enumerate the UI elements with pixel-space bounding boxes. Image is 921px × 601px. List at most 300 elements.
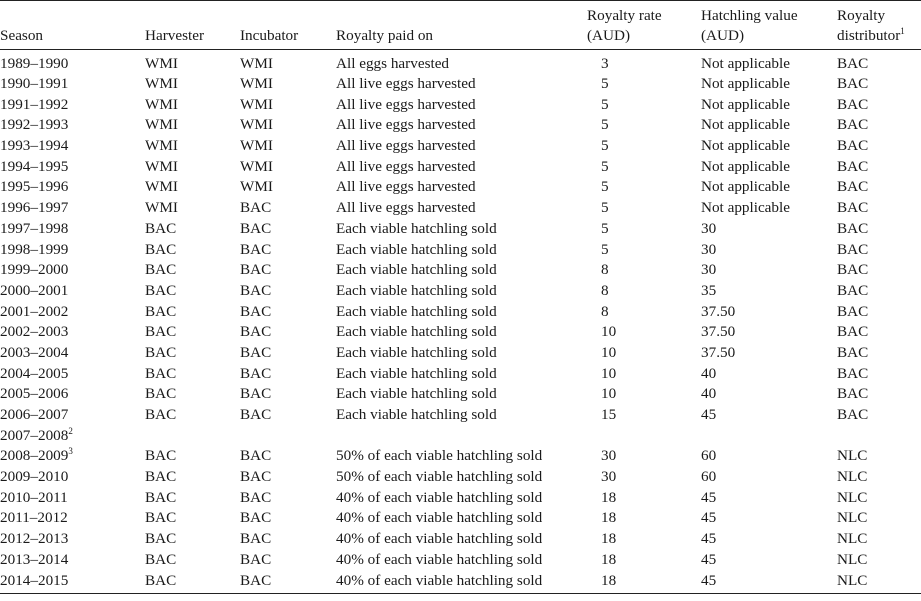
royalty-distributor-cell xyxy=(837,260,921,281)
season-cell xyxy=(0,198,145,219)
incubator-cell xyxy=(240,384,336,405)
royalty-rate-cell xyxy=(587,74,701,95)
royalty-distributor-cell xyxy=(837,95,921,116)
season-cell-text: 2002–2003 xyxy=(0,323,69,341)
harvester-cell xyxy=(145,550,240,571)
royalty-paid-on-cell xyxy=(336,343,587,364)
harvester-cell-text: BAC xyxy=(145,281,177,299)
royalty-distributor-cell xyxy=(837,50,921,75)
royalty-paid-on-cell xyxy=(336,240,587,261)
harvester-cell-text: WMI xyxy=(145,75,178,92)
header-harvester-label: Harvester xyxy=(145,27,205,44)
hatchling-value-cell-text: Not applicable xyxy=(701,199,790,217)
incubator-cell-text: BAC xyxy=(240,468,272,486)
table-row xyxy=(0,50,921,75)
harvester-cell-text: BAC xyxy=(145,447,177,465)
royalty-rate-cell-text: 10 xyxy=(601,343,617,361)
royalty-paid-on-cell-text: 40% of each viable hatchling sold xyxy=(336,509,543,527)
table-header xyxy=(0,1,921,50)
harvester-cell-text: BAC xyxy=(145,530,177,548)
royalty-rate-cell-text: 8 xyxy=(601,302,609,320)
harvester-cell-text: WMI xyxy=(145,95,178,113)
hatchling-value-cell xyxy=(701,384,837,405)
hatchling-value-cell xyxy=(701,74,837,95)
incubator-cell xyxy=(240,322,336,343)
incubator-cell xyxy=(240,177,336,198)
royalty-paid-on-cell-text: Each viable hatchling sold xyxy=(336,302,497,320)
royalty-paid-on-cell-text: 50% of each viable hatchling sold xyxy=(336,468,543,486)
royalty-distributor-cell xyxy=(837,384,921,405)
harvester-cell-text: BAC xyxy=(145,302,177,320)
incubator-cell-text: BAC xyxy=(240,488,272,506)
royalty-rate-cell xyxy=(587,488,701,509)
table-row xyxy=(0,136,921,157)
royalty-paid-on-cell-text: 40% of each viable hatchling sold xyxy=(336,550,543,568)
royalty-paid-on-cell xyxy=(336,467,587,488)
harvester-cell xyxy=(145,136,240,157)
hatchling-value-cell xyxy=(701,136,837,157)
harvester-cell-text: BAC xyxy=(145,219,177,237)
royalty-rate-cell-text: 8 xyxy=(601,281,609,299)
table-body xyxy=(0,50,921,594)
royalty-rate-cell xyxy=(587,281,701,302)
royalty-rate-cell-text: 5 xyxy=(601,137,609,155)
season-cell xyxy=(0,322,145,343)
table-row xyxy=(0,74,921,95)
header-season-label: Season xyxy=(0,27,44,44)
royalty-paid-on-cell-text: Each viable hatchling sold xyxy=(336,406,497,423)
royalty-distributor-cell-text: BAC xyxy=(837,385,869,403)
harvester-cell xyxy=(145,405,240,426)
table-row xyxy=(0,115,921,136)
incubator-cell xyxy=(240,157,336,178)
season-cell-text: 1995–1996 xyxy=(0,178,69,196)
harvester-cell xyxy=(145,260,240,281)
royalty-distributor-cell xyxy=(837,74,921,95)
incubator-cell-text: WMI xyxy=(240,95,273,113)
royalty-rate-cell xyxy=(587,198,701,219)
royalty-rate-cell-text: 5 xyxy=(601,199,609,217)
royalty-paid-on-cell-text: 40% of each viable hatchling sold xyxy=(336,571,543,589)
header-season xyxy=(0,1,145,50)
hatchling-value-cell-text: Not applicable xyxy=(701,55,790,72)
harvester-cell xyxy=(145,446,240,467)
royalty-rate-cell xyxy=(587,446,701,467)
royalty-paid-on-cell xyxy=(336,157,587,178)
season-cell-text: 2009–2010 xyxy=(0,468,69,486)
incubator-cell xyxy=(240,343,336,364)
footnote-marker: 1 xyxy=(900,25,905,36)
hatchling-value-cell-text: Not applicable xyxy=(701,137,790,155)
royalty-distributor-cell xyxy=(837,467,921,488)
royalty-distributor-cell xyxy=(837,157,921,178)
harvester-cell xyxy=(145,95,240,116)
hatchling-value-cell xyxy=(701,260,837,281)
royalty-distributor-cell-text: BAC xyxy=(837,343,869,361)
royalty-distributor-cell xyxy=(837,571,921,594)
royalty-paid-on-cell xyxy=(336,281,587,302)
table-row xyxy=(0,550,921,571)
incubator-cell xyxy=(240,219,336,240)
hatchling-value-cell xyxy=(701,322,837,343)
royalty-distributor-cell xyxy=(837,405,921,426)
royalty-distributor-cell-text: BAC xyxy=(837,199,869,217)
incubator-cell-text: BAC xyxy=(240,199,272,217)
season-cell-text: 2005–2006 xyxy=(0,385,69,403)
royalty-paid-on-cell xyxy=(336,95,587,116)
harvester-cell xyxy=(145,219,240,240)
royalty-paid-on-cell-text: All live eggs harvested xyxy=(336,199,476,217)
royalty-rate-cell-text: 30 xyxy=(601,447,617,465)
harvester-cell xyxy=(145,364,240,385)
harvester-cell-text: BAC xyxy=(145,488,177,506)
royalty-distributor-cell xyxy=(837,488,921,509)
royalty-rate-cell xyxy=(587,405,701,426)
royalty-paid-on-cell xyxy=(336,529,587,550)
royalty-rate-cell xyxy=(587,115,701,136)
table-row xyxy=(0,446,921,467)
season-cell-text: 2003–2004 xyxy=(0,343,69,361)
harvester-cell xyxy=(145,198,240,219)
hatchling-value-cell xyxy=(701,343,837,364)
royalty-paid-on-cell xyxy=(336,508,587,529)
season-cell-text: 2008–2009 xyxy=(0,447,69,465)
season-cell-text: 1999–2000 xyxy=(0,261,69,279)
harvester-cell-text: WMI xyxy=(145,199,178,217)
royalty-paid-on-cell-text: Each viable hatchling sold xyxy=(336,219,497,237)
royalty-rate-cell-text: 10 xyxy=(601,385,617,403)
season-cell xyxy=(0,281,145,302)
royalty-paid-on-cell xyxy=(336,488,587,509)
hatchling-value-cell xyxy=(701,115,837,136)
harvester-cell xyxy=(145,467,240,488)
royalty-paid-on-cell xyxy=(336,74,587,95)
incubator-cell-text: BAC xyxy=(240,509,272,527)
incubator-cell xyxy=(240,198,336,219)
season-cell xyxy=(0,467,145,488)
table-row xyxy=(0,571,921,594)
harvester-cell xyxy=(145,281,240,302)
royalty-paid-on-cell-text: All live eggs harvested xyxy=(336,75,476,92)
season-cell-text: 1996–1997 xyxy=(0,199,69,217)
season-cell-text: 1994–1995 xyxy=(0,157,69,175)
header-distributor-line2: distributor xyxy=(837,27,901,44)
table-row xyxy=(0,508,921,529)
royalty-rate-cell-text: 10 xyxy=(601,364,617,382)
season-cell xyxy=(0,136,145,157)
hatchling-value-cell xyxy=(701,467,837,488)
royalty-rate-cell-text: 5 xyxy=(601,75,609,92)
royalty-rate-cell-text: 18 xyxy=(601,488,617,506)
royalty-rate-cell-text: 5 xyxy=(601,219,609,237)
royalty-distributor-cell xyxy=(837,550,921,571)
harvester-cell xyxy=(145,488,240,509)
royalty-distributor-cell xyxy=(837,529,921,550)
royalty-paid-on-cell xyxy=(336,322,587,343)
harvester-cell xyxy=(145,322,240,343)
table-row xyxy=(0,95,921,116)
royalty-paid-on-cell-text: Each viable hatchling sold xyxy=(336,364,497,382)
royalty-distributor-cell-text: BAC xyxy=(837,219,869,237)
royalty-distributor-cell-text: BAC xyxy=(837,95,869,113)
royalty-distributor-cell-text: NLC xyxy=(837,530,868,548)
hatchling-value-cell xyxy=(701,240,837,261)
season-cell-text: 2006–2007 xyxy=(0,406,69,423)
royalty-rate-cell xyxy=(587,426,701,447)
harvester-cell xyxy=(145,384,240,405)
royalty-rate-cell-text: 18 xyxy=(601,571,617,589)
hatchling-value-cell-text: Not applicable xyxy=(701,157,790,175)
incubator-cell xyxy=(240,405,336,426)
season-cell-text: 2007–2008 xyxy=(0,426,69,444)
harvester-cell-text: BAC xyxy=(145,406,177,423)
hatchling-value-cell xyxy=(701,488,837,509)
harvester-cell-text: BAC xyxy=(145,261,177,279)
harvester-cell-text: BAC xyxy=(145,364,177,382)
royalty-paid-on-cell xyxy=(336,50,587,75)
royalty-rate-cell xyxy=(587,550,701,571)
royalty-paid-on-cell xyxy=(336,302,587,323)
header-hatchling-value xyxy=(701,1,837,50)
royalty-distributor-cell-text: BAC xyxy=(837,75,869,92)
hatchling-value-cell xyxy=(701,219,837,240)
royalty-rate-cell-text: 5 xyxy=(601,116,609,134)
royalty-distributor-cell-text: NLC xyxy=(837,468,868,486)
harvester-cell xyxy=(145,240,240,261)
royalty-rate-cell xyxy=(587,364,701,385)
royalty-paid-on-cell xyxy=(336,136,587,157)
season-cell xyxy=(0,571,145,594)
hatchling-value-cell-text: 35 xyxy=(701,281,717,299)
royalty-rate-cell-text: 18 xyxy=(601,530,617,548)
harvester-cell-text: WMI xyxy=(145,116,178,134)
royalty-distributor-cell-text: BAC xyxy=(837,137,869,155)
incubator-cell xyxy=(240,74,336,95)
season-cell-text: 2013–2014 xyxy=(0,550,69,568)
hatchling-value-cell-text: 45 xyxy=(701,550,717,568)
royalty-rate-cell-text: 5 xyxy=(601,157,609,175)
incubator-cell-text: BAC xyxy=(240,364,272,382)
royalty-distributor-cell xyxy=(837,219,921,240)
incubator-cell-text: WMI xyxy=(240,55,273,72)
royalty-paid-on-cell-text: 40% of each viable hatchling sold xyxy=(336,530,543,548)
hatchling-value-cell-text: 37.50 xyxy=(701,343,736,361)
season-cell xyxy=(0,115,145,136)
royalty-paid-on-cell xyxy=(336,405,587,426)
royalty-distributor-cell xyxy=(837,302,921,323)
incubator-cell xyxy=(240,302,336,323)
royalty-rate-cell xyxy=(587,219,701,240)
incubator-cell xyxy=(240,115,336,136)
season-cell-text: 2012–2013 xyxy=(0,530,69,548)
royalty-distributor-cell-text: NLC xyxy=(837,509,868,527)
header-row xyxy=(0,1,921,50)
royalty-distributor-cell xyxy=(837,364,921,385)
incubator-cell-text: BAC xyxy=(240,219,272,237)
hatchling-value-cell-text: 60 xyxy=(701,468,717,486)
harvester-cell xyxy=(145,529,240,550)
incubator-cell-text: BAC xyxy=(240,323,272,341)
royalty-distributor-cell-text: NLC xyxy=(837,447,868,465)
royalty-distributor-cell-text: BAC xyxy=(837,323,869,341)
season-cell xyxy=(0,50,145,75)
incubator-cell xyxy=(240,467,336,488)
table-row xyxy=(0,529,921,550)
hatchling-value-cell xyxy=(701,529,837,550)
hatchling-value-cell xyxy=(701,157,837,178)
season-cell xyxy=(0,550,145,571)
royalty-paid-on-cell-text: Each viable hatchling sold xyxy=(336,240,497,258)
season-cell-text: 2001–2002 xyxy=(0,302,69,320)
royalty-paid-on-cell xyxy=(336,446,587,467)
royalty-rate-cell-text: 5 xyxy=(601,178,609,196)
royalty-paid-on-cell-text: Each viable hatchling sold xyxy=(336,323,497,341)
harvester-cell-text: WMI xyxy=(145,55,178,72)
hatchling-value-cell-text: 45 xyxy=(701,509,717,527)
incubator-cell xyxy=(240,240,336,261)
incubator-cell-text: WMI xyxy=(240,75,273,92)
incubator-cell-text: BAC xyxy=(240,281,272,299)
season-cell-text: 1990–1991 xyxy=(0,75,69,92)
royalty-paid-on-cell xyxy=(336,219,587,240)
royalty-paid-on-cell-text: All live eggs harvested xyxy=(336,137,476,155)
royalty-rate-cell-text: 15 xyxy=(601,406,617,423)
royalty-distributor-cell xyxy=(837,177,921,198)
header-incubator xyxy=(240,1,336,50)
royalty-distributor-cell-text: NLC xyxy=(837,571,868,589)
royalty-rate-cell-text: 5 xyxy=(601,95,609,113)
header-royalty-rate-line1: Royalty rate xyxy=(587,7,662,24)
table-row xyxy=(0,405,921,426)
season-cell xyxy=(0,240,145,261)
royalty-distributor-cell xyxy=(837,426,921,447)
royalty-distributor-cell xyxy=(837,343,921,364)
header-hatchling-value-line2: (AUD) xyxy=(701,27,745,44)
header-hatchling-value-line1: Hatchling value xyxy=(701,7,798,24)
royalty-paid-on-cell-text: All live eggs harvested xyxy=(336,178,476,196)
table-row xyxy=(0,219,921,240)
header-royalty-distributor xyxy=(837,1,921,50)
season-cell xyxy=(0,260,145,281)
royalty-rate-cell xyxy=(587,177,701,198)
royalty-distributor-cell xyxy=(837,322,921,343)
royalty-rate-cell xyxy=(587,50,701,75)
hatchling-value-cell-text: 37.50 xyxy=(701,302,736,320)
incubator-cell-text: BAC xyxy=(240,302,272,320)
hatchling-value-cell-text: 60 xyxy=(701,447,717,465)
royalty-paid-on-cell xyxy=(336,198,587,219)
hatchling-value-cell-text: Not applicable xyxy=(701,116,790,134)
hatchling-value-cell-text: 37.50 xyxy=(701,323,736,341)
incubator-cell-text: BAC xyxy=(240,530,272,548)
royalty-rate-cell-text: 8 xyxy=(601,261,609,279)
harvester-cell-text: BAC xyxy=(145,468,177,486)
hatchling-value-cell xyxy=(701,95,837,116)
royalty-rate-cell xyxy=(587,384,701,405)
royalty-distributor-cell xyxy=(837,281,921,302)
harvester-cell-text: BAC xyxy=(145,323,177,341)
season-cell xyxy=(0,364,145,385)
royalty-distributor-cell-text: BAC xyxy=(837,240,869,258)
royalty-distributor-cell-text: BAC xyxy=(837,261,869,279)
harvester-cell-text: BAC xyxy=(145,385,177,403)
season-cell xyxy=(0,177,145,198)
incubator-cell xyxy=(240,446,336,467)
royalty-distributor-cell-text: BAC xyxy=(837,55,869,72)
incubator-cell-text: BAC xyxy=(240,447,272,465)
royalty-rate-cell-text: 30 xyxy=(601,468,617,486)
royalty-paid-on-cell-text: All eggs harvested xyxy=(336,55,450,72)
harvester-cell xyxy=(145,157,240,178)
royalty-paid-on-cell-text: Each viable hatchling sold xyxy=(336,281,497,299)
hatchling-value-cell xyxy=(701,571,837,594)
season-cell xyxy=(0,95,145,116)
table-row xyxy=(0,281,921,302)
incubator-cell-text: BAC xyxy=(240,406,272,423)
incubator-cell xyxy=(240,508,336,529)
season-cell xyxy=(0,343,145,364)
incubator-cell-text: WMI xyxy=(240,157,273,175)
harvester-cell xyxy=(145,302,240,323)
hatchling-value-cell-text: 30 xyxy=(701,219,717,237)
royalty-distributor-cell-text: BAC xyxy=(837,302,869,320)
hatchling-value-cell xyxy=(701,281,837,302)
season-cell xyxy=(0,405,145,426)
hatchling-value-cell xyxy=(701,405,837,426)
harvester-cell xyxy=(145,115,240,136)
hatchling-value-cell-text: Not applicable xyxy=(701,178,790,196)
hatchling-value-cell-text: 45 xyxy=(701,488,717,506)
season-cell-text: 1992–1993 xyxy=(0,116,69,134)
header-harvester xyxy=(145,1,240,50)
table-row xyxy=(0,488,921,509)
hatchling-value-cell-text: 45 xyxy=(701,571,717,589)
hatchling-value-cell-text: 40 xyxy=(701,364,717,382)
hatchling-value-cell xyxy=(701,550,837,571)
incubator-cell xyxy=(240,550,336,571)
royalty-distributor-cell xyxy=(837,508,921,529)
royalty-paid-on-cell xyxy=(336,550,587,571)
royalty-paid-on-cell xyxy=(336,260,587,281)
royalty-rate-cell-text: 10 xyxy=(601,323,617,341)
royalty-distributor-cell xyxy=(837,136,921,157)
table-row xyxy=(0,322,921,343)
header-royalty-paid-on xyxy=(336,1,587,50)
incubator-cell-text: BAC xyxy=(240,343,272,361)
season-cell xyxy=(0,508,145,529)
royalty-rate-cell xyxy=(587,529,701,550)
hatchling-value-cell-text: Not applicable xyxy=(701,75,790,92)
royalty-distributor-cell-text: BAC xyxy=(837,157,869,175)
royalty-distributor-cell xyxy=(837,446,921,467)
royalty-rate-cell xyxy=(587,240,701,261)
footnote-marker: 2 xyxy=(68,425,73,436)
royalty-distributor-cell-text: BAC xyxy=(837,364,869,382)
harvester-cell-text: BAC xyxy=(145,343,177,361)
season-cell-text: 1997–1998 xyxy=(0,219,69,237)
royalty-rate-cell-text: 5 xyxy=(601,240,609,258)
hatchling-value-cell xyxy=(701,446,837,467)
harvester-cell xyxy=(145,177,240,198)
royalty-paid-on-cell xyxy=(336,177,587,198)
royalty-distributor-cell xyxy=(837,115,921,136)
harvester-cell-text: BAC xyxy=(145,509,177,527)
royalty-rate-cell xyxy=(587,302,701,323)
incubator-cell-text: BAC xyxy=(240,571,272,589)
header-royalty-rate xyxy=(587,1,701,50)
table-row xyxy=(0,364,921,385)
harvester-cell-text: BAC xyxy=(145,550,177,568)
